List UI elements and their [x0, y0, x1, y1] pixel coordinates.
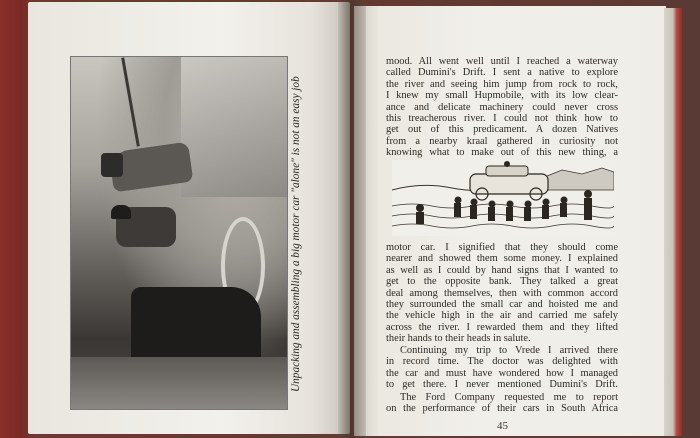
text-line: nearer and showed them some money. I explained: [386, 253, 618, 265]
page-number: 45: [497, 420, 508, 432]
text-line: to get there. I never mentioned Dumini's Drift.: [386, 379, 618, 391]
text-line: deal among themselves, then with common accord: [386, 287, 618, 299]
text-line: I knew my small Hupmobile, with its low clear-: [386, 90, 618, 102]
text-line: knowing what to make out of this new thing, a: [386, 147, 618, 159]
text-line: called Dumini's Drift. I sent a native to explore: [386, 67, 618, 79]
text-line: this treacherous river. I could not think how to: [386, 113, 618, 125]
text-line: on the performance of their cars in South Africa: [386, 403, 618, 415]
paragraph-3: [386, 345, 618, 391]
paragraph-2: [386, 242, 618, 345]
text-line: get to the opposite bank. They talked a great: [386, 276, 618, 288]
text-line: they surrounded the small car and hoisted me and: [386, 299, 618, 311]
text-line: the vehicle high in the air and carried me safely: [386, 310, 618, 322]
photo-caption: Unpacking and assembling a big motor car "alone" is not an easy job: [290, 76, 302, 392]
text-line: as well as I could by hand signs that I wanted to: [386, 264, 618, 276]
page-edge: [664, 8, 682, 436]
text-line: get out of this predicament. A dozen Natives: [386, 124, 618, 136]
paragraph-4: [386, 392, 618, 415]
text-line: motor car. I signified that they should come: [386, 242, 618, 253]
text-line: across the river. I rewarded them and they lifted: [386, 321, 618, 333]
paragraph-1: [386, 56, 618, 159]
text-line: in record time. The doctor was delighted with: [386, 356, 618, 368]
text-line: ance and delicate machinery could never cross: [386, 101, 618, 113]
text-line: the car and must have wondered how I managed: [386, 367, 618, 379]
photograph-car-assembly: [70, 56, 288, 410]
text-line: from a nearby kraal gathered in curiosity not: [386, 135, 618, 147]
text-line: Continuing my trip to Vrede I arrived there: [400, 345, 618, 356]
text-line: The Ford Company requested me to report: [400, 392, 618, 403]
illustration-car-carried-across-river: [392, 160, 614, 236]
spine-gutter: [338, 0, 366, 438]
text-line: mood. All went well until I reached a waterway: [386, 56, 618, 67]
text-line: the river and seeing him jump from rock to rock,: [386, 78, 618, 90]
text-line: their hands to their heads in salute.: [386, 333, 531, 345]
